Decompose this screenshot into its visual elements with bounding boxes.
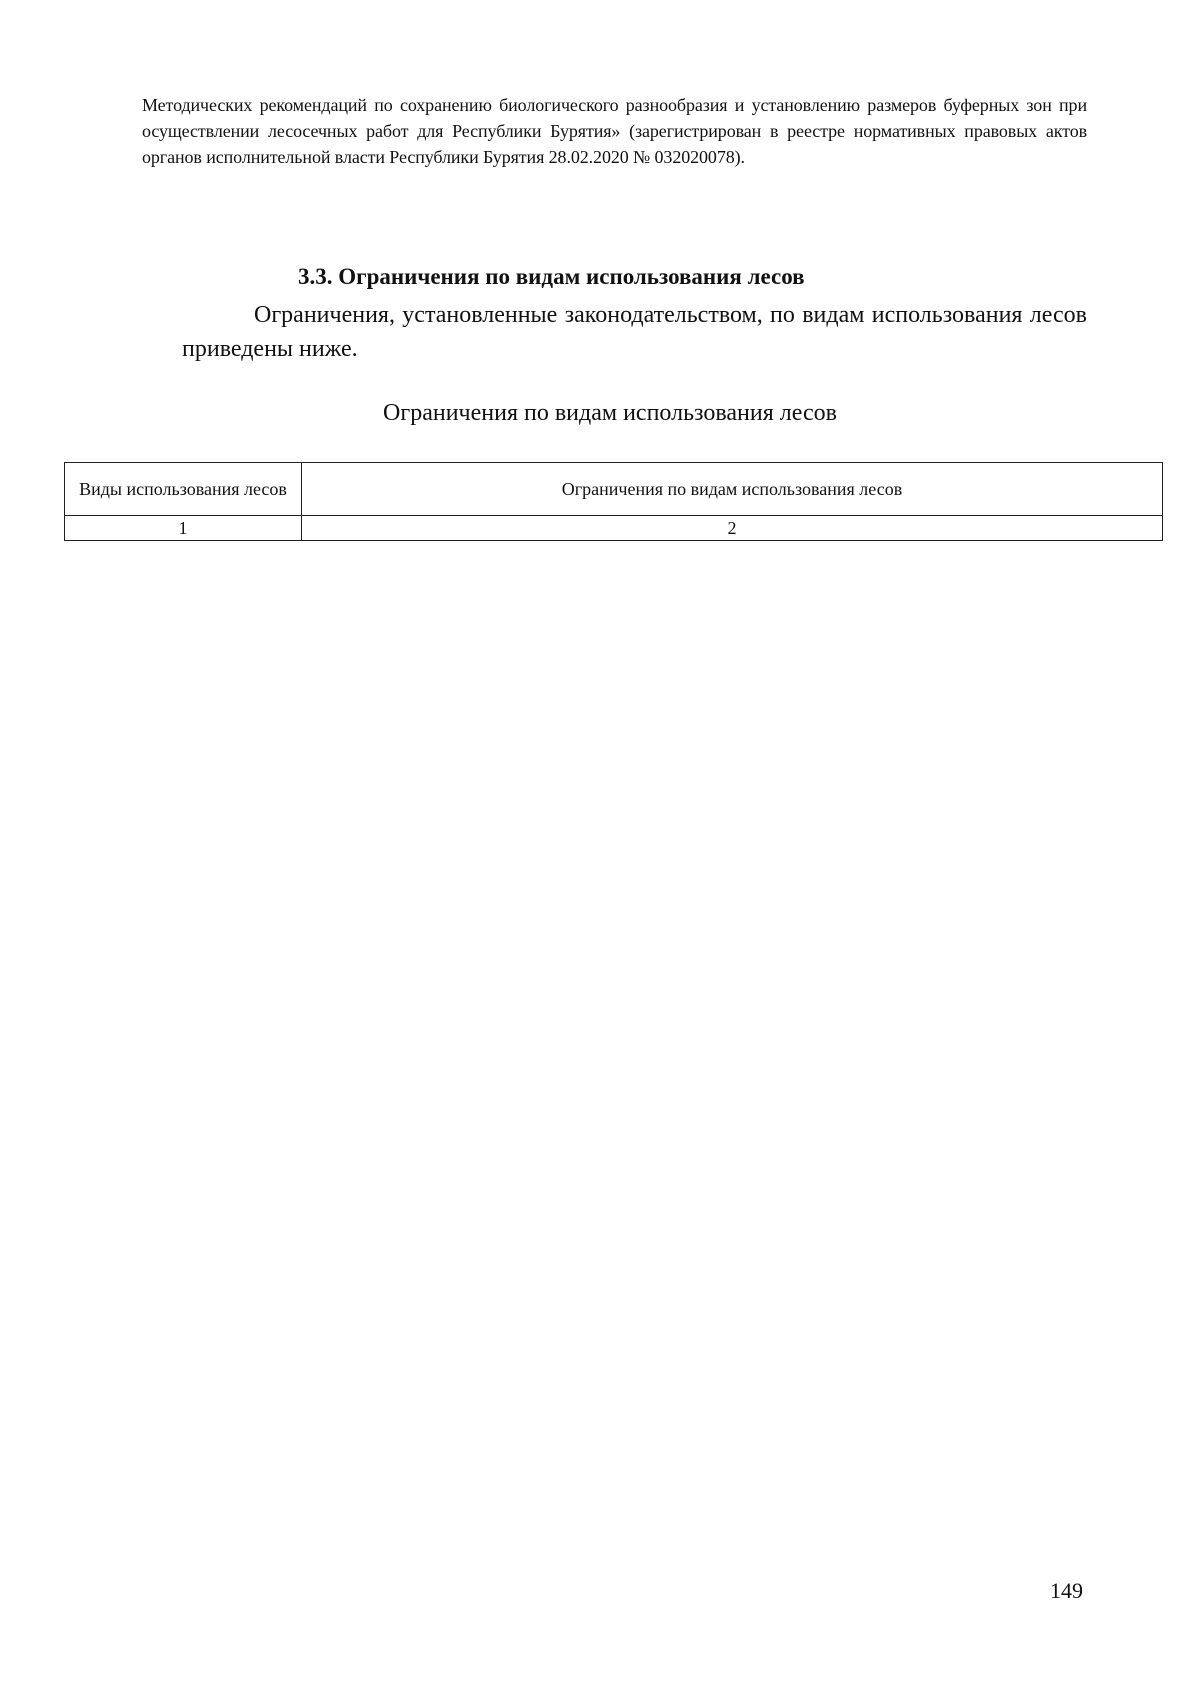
table-header — [65, 463, 1163, 516]
section-heading: 3.3. Ограничения по видам использования лесов — [298, 264, 805, 289]
table-cell-column-number: 1 — [65, 516, 302, 541]
column-header-forest-use-types: Виды использования лесов — [65, 463, 302, 516]
table-row — [65, 516, 1163, 541]
table-caption: Ограничения по видам использования лесов — [383, 400, 837, 426]
table-header-row — [65, 463, 1163, 516]
page-number: 149 — [1050, 1578, 1083, 1603]
intro-paragraph: Методических рекомендаций по сохранению биологического разнообразия и установлению размеров буферных зон при осуществлении лесосечных работ для Республики Бурятия» (зарегистрирован в реестре нормативных правовых актов органов исполнительной власти Республики Бурятия 28.02.2020 № 032020078). — [142, 95, 1087, 167]
table-body — [65, 516, 1163, 541]
section-paragraph: Ограничения, установленные законодательством, по видам использования лесов приведены ниже. — [182, 302, 1087, 362]
table-cell-column-number: 2 — [302, 516, 1163, 541]
column-header-restrictions: Ограничения по видам использования лесов — [302, 463, 1163, 516]
restrictions-table — [64, 462, 1163, 541]
